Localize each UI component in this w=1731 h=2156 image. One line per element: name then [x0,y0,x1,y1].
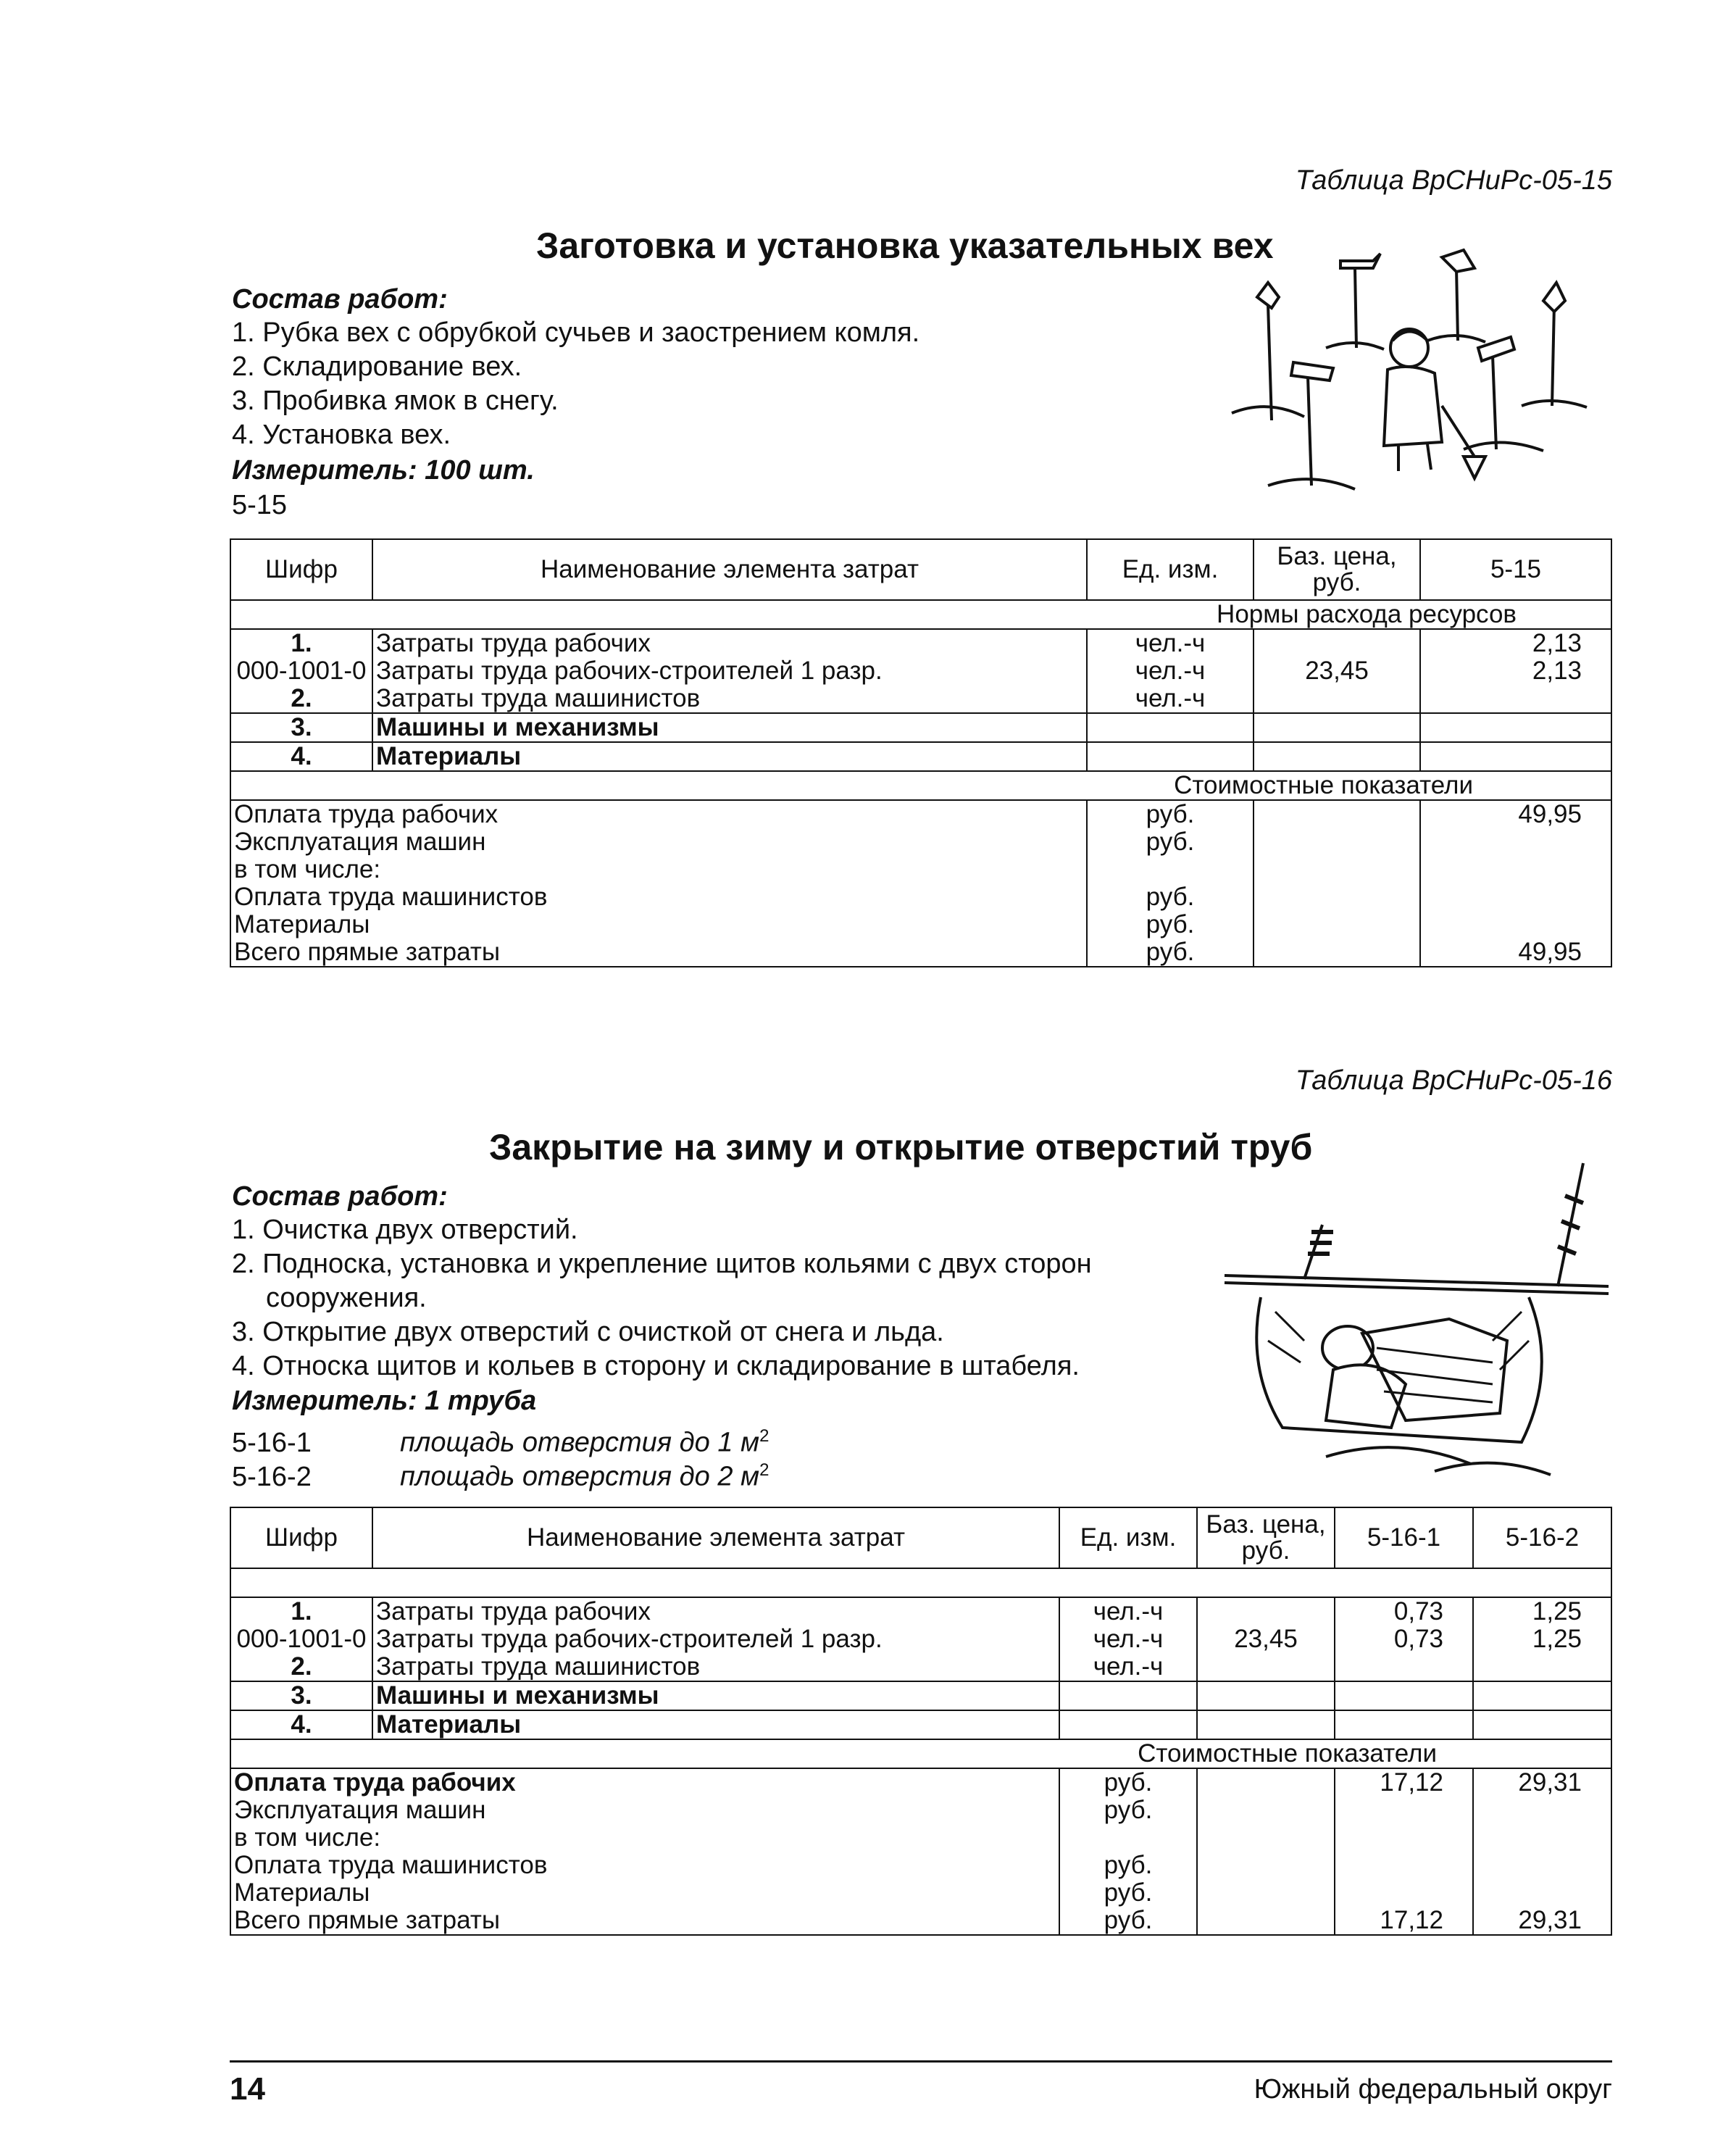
cost-row: Эксплуатация машин руб. [230,1797,1611,1824]
variant-row: 5-16-2 площадь отверстия до 2 $м^2$ [232,1460,769,1492]
measure-05-16: Измеритель: 1 труба [232,1386,537,1416]
table-row: 1. Затраты труда рабочих чел.-ч 0,73 1,25 [230,1597,1611,1626]
table-row: 2. Затраты труда машинистов чел.-ч [230,685,1611,713]
work-item: 3. Пробивка ямок в снегу. [232,386,559,416]
cost-row: Оплата труда рабочих руб. 17,12 29,31 [230,1768,1611,1797]
snow-markers-illustration [1225,239,1616,515]
sostav-heading-05-15: Состав работ: [232,284,448,315]
work-item: 2. Складирование вех. [232,351,522,382]
pipe-closing-illustration [1217,1152,1616,1486]
district-name: Южный федеральный округ [1254,2074,1612,2105]
cost-heading: Стоимостные показатели [230,1739,1611,1768]
norms-heading-empty [230,1568,1611,1597]
norms-table-05-16 [230,1507,1612,1936]
page-number: 14 [230,2071,265,2107]
col-header-code: Шифр [230,539,372,600]
cost-row: Оплата труда машинистов руб. [230,1852,1611,1879]
norms-table-05-15 [230,538,1612,967]
col-header-price: Баз. цена, руб. [1197,1507,1335,1568]
footer-rule [230,2060,1612,2063]
table-label-05-16: Таблица ВрСНиРс-05-16 [1295,1065,1612,1096]
cost-row: в том числе: [230,856,1611,883]
work-item: сооружения. [266,1283,427,1313]
col-header-price: Баз. цена, руб. [1254,539,1420,600]
code-05-15: 5-15 [232,490,288,520]
cost-row: Всего прямые затраты руб. 17,12 29,31 [230,1907,1611,1935]
table-row: 3. Машины и механизмы [230,1681,1611,1710]
col-header-variant: 5-15 [1420,539,1611,600]
table-row: 000-1001-0 Затраты труда рабочих-строителей 1 разр. чел.-ч 23,45 2,13 [230,657,1611,685]
work-item: 2. Подноска, установка и укрепление щитов кольями с двух сторон [232,1249,1092,1279]
work-item: 3. Открытие двух отверстий с очисткой от снега и льда. [232,1317,944,1347]
col-header-code: Шифр [230,1507,372,1568]
section-title-05-16: Закрытие на зиму и открытие отверстий труб [489,1127,1313,1168]
work-item: 1. Рубка вех с обрубкой сучьев и заострением комля. [232,317,920,348]
table-row: 3. Машины и механизмы [230,713,1611,742]
table-row: 4. Материалы [230,742,1611,771]
sostav-heading-05-16: Состав работ: [232,1181,448,1212]
col-header-variant-2: 5-16-2 [1473,1507,1611,1568]
cost-row: Материалы руб. [230,911,1611,938]
cost-row: в том числе: [230,1824,1611,1852]
work-item: 1. Очистка двух отверстий. [232,1215,578,1245]
table-row: 1. Затраты труда рабочих чел.-ч 2,13 [230,629,1611,657]
cost-row: Оплата труда машинистов руб. [230,883,1611,911]
work-item: 4. Установка вех. [232,420,451,450]
cost-row: Всего прямые затраты руб. 49,95 [230,938,1611,967]
col-header-variant-1: 5-16-1 [1335,1507,1473,1568]
section-title-05-15: Заготовка и установка указательных вех [536,225,1274,266]
col-header-name: Наименование элемента затрат [372,539,1087,600]
table-label-05-15: Таблица ВрСНиРс-05-15 [1295,165,1612,196]
cost-row: Эксплуатация машин руб. [230,828,1611,856]
norms-heading: Нормы расхода ресурсов [230,600,1611,629]
table-row: 2. Затраты труда машинистов чел.-ч [230,1653,1611,1681]
cost-row: Материалы руб. [230,1879,1611,1907]
table-row: 000-1001-0 Затраты труда рабочих-строителей 1 разр. чел.-ч 23,45 0,73 1,25 [230,1626,1611,1653]
work-item: 4. Относка щитов и кольев в сторону и складирование в штабеля. [232,1351,1080,1381]
table-row: 4. Материалы [230,1710,1611,1739]
col-header-unit: Ед. изм. [1087,539,1254,600]
col-header-unit: Ед. изм. [1059,1507,1197,1568]
variant-row: 5-16-1 площадь отверстия до 1 $м^2$ [232,1426,769,1458]
cost-row: Оплата труда рабочих руб. 49,95 [230,800,1611,828]
col-header-name: Наименование элемента затрат [372,1507,1059,1568]
cost-heading: Стоимостные показатели [230,771,1611,800]
measure-05-15: Измеритель: 100 шт. [232,455,535,486]
